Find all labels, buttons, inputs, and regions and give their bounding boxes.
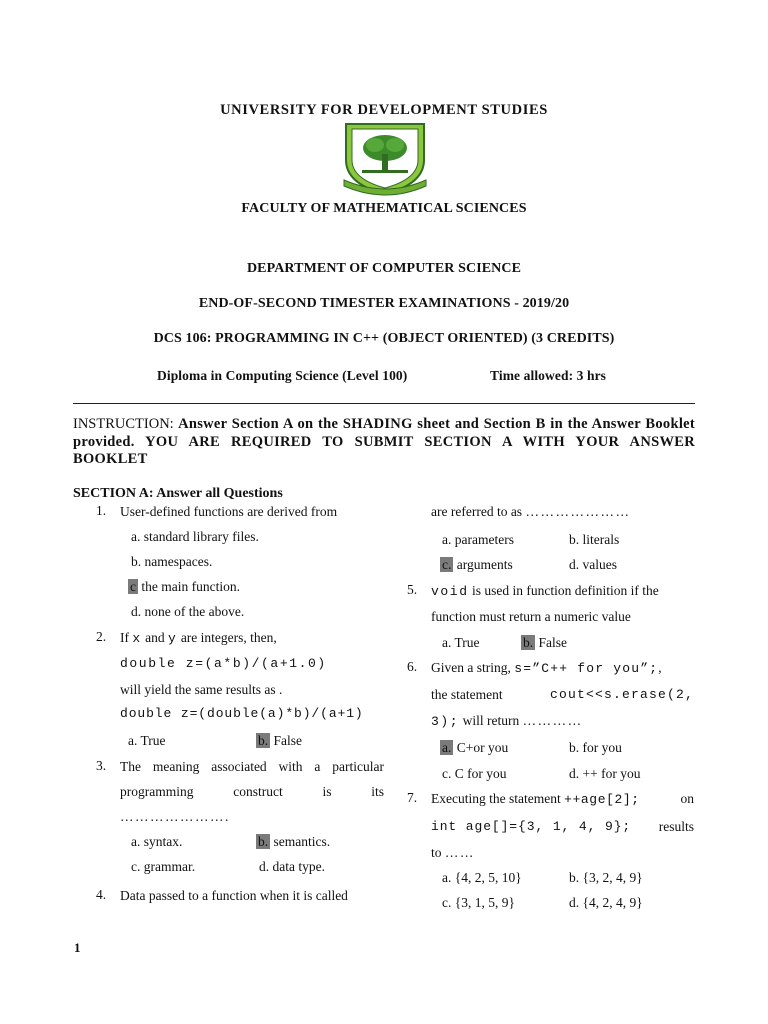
question-number: 4. <box>96 887 107 902</box>
shaded-answer-mark: b. <box>523 635 534 650</box>
option-d: d. values <box>569 557 617 572</box>
question-number: 7. <box>407 790 418 805</box>
shaded-answer-mark: c <box>130 579 136 594</box>
option-d: d. none of the above. <box>131 604 245 619</box>
question-text: function must return a numeric value <box>431 609 631 624</box>
code-snippet: double z=(a*b)/(a+1.0) <box>120 656 327 671</box>
shaded-answer-mark: c. <box>442 557 452 572</box>
option-d: d. data type. <box>259 859 325 874</box>
page-number: 1 <box>74 940 81 955</box>
section-a-title: SECTION A: Answer all Questions <box>73 486 283 501</box>
question-number: 2. <box>96 629 107 644</box>
option-c: c. arguments <box>442 557 513 572</box>
shaded-answer-mark: b. <box>258 834 269 849</box>
question-text: programming construct is its <box>120 784 384 799</box>
option-c: c. {3, 1, 5, 9} <box>442 895 515 910</box>
option-b: b. {3, 2, 4, 9} <box>569 870 643 885</box>
blank-dots: …………………. <box>120 809 230 824</box>
option-a: a. True <box>128 733 166 748</box>
option-c: c. C for you <box>442 766 507 781</box>
shaded-answer-mark: b. <box>258 733 269 748</box>
option-b: b. False <box>523 635 567 650</box>
option-c: c the main function. <box>130 579 240 594</box>
option-d: d. {4, 2, 4, 9} <box>569 895 643 910</box>
question-number: 1. <box>96 503 107 518</box>
option-b: b. for you <box>569 740 622 755</box>
faculty-name: FACULTY OF MATHEMATICAL SCIENCES <box>241 201 527 216</box>
question-text: int age[]={3, 1, 4, 9}; results <box>431 819 694 834</box>
option-b: b. False <box>258 733 302 748</box>
option-a: a. syntax. <box>131 834 183 849</box>
university-name: UNIVERSITY FOR DEVELOPMENT STUDIES <box>220 102 548 118</box>
question-text: the statement cout<<s.erase(2, <box>431 687 694 702</box>
question-text: The meaning associated with a particular <box>120 759 384 774</box>
shaded-answer-mark: a. <box>442 740 452 755</box>
question-text: Given a string, s=”C++ for you”;, <box>431 660 662 676</box>
question-text: 3); will return ………… <box>431 713 583 729</box>
instruction-text: Answer Section A on the SHADING sheet and Section B in the Answer Booklet provided. YOU ARE REQUIRED TO SUBMIT SECTION A WITH YOUR ANSWER BOOKLET <box>73 416 696 467</box>
university-crest-icon <box>340 118 430 198</box>
question-text: void is used in function definition if the <box>431 583 659 599</box>
program-name: Diploma in Computing Science (Level 100) <box>157 368 408 383</box>
question-text: to …… <box>431 845 475 860</box>
question-text: If x and y are integers, then, <box>120 630 277 646</box>
course-title: DCS 106: PROGRAMMING IN C++ (OBJECT ORIENTED) (3 CREDITS) <box>153 331 615 346</box>
question-number: 6. <box>407 659 418 674</box>
option-a: a. True <box>442 635 480 650</box>
instruction-block <box>73 416 695 469</box>
option-c: c. grammar. <box>131 859 196 874</box>
code-snippet: double z=(double(a)*b)/(a+1) <box>120 706 364 721</box>
option-b: b. namespaces. <box>131 554 213 569</box>
divider-line <box>73 403 695 404</box>
question-text: User-defined functions are derived from <box>120 504 338 519</box>
question-text: Executing the statement ++age[2]; on <box>431 791 694 807</box>
option-a: a. parameters <box>442 532 514 547</box>
department-name: DEPARTMENT OF COMPUTER SCIENCE <box>246 261 522 276</box>
question-text: Data passed to a function when it is called <box>120 888 348 903</box>
exam-title: END-OF-SECOND TIMESTER EXAMINATIONS - 2019/20 <box>198 296 570 311</box>
question-text: are referred to as ………………… <box>431 504 631 519</box>
question-number: 3. <box>96 758 107 773</box>
time-allowed: Time allowed: 3 hrs <box>490 368 607 383</box>
option-b: b. semantics. <box>258 834 331 849</box>
option-a: a. C+or you <box>442 740 509 755</box>
option-b: b. literals <box>569 532 620 547</box>
option-a: a. {4, 2, 5, 10} <box>442 870 522 885</box>
option-a: a. standard library files. <box>131 529 259 544</box>
instruction-label: INSTRUCTION: <box>73 416 174 432</box>
question-number: 5. <box>407 582 418 597</box>
option-d: d. ++ for you <box>569 766 641 781</box>
question-text: will yield the same results as . <box>120 682 283 697</box>
